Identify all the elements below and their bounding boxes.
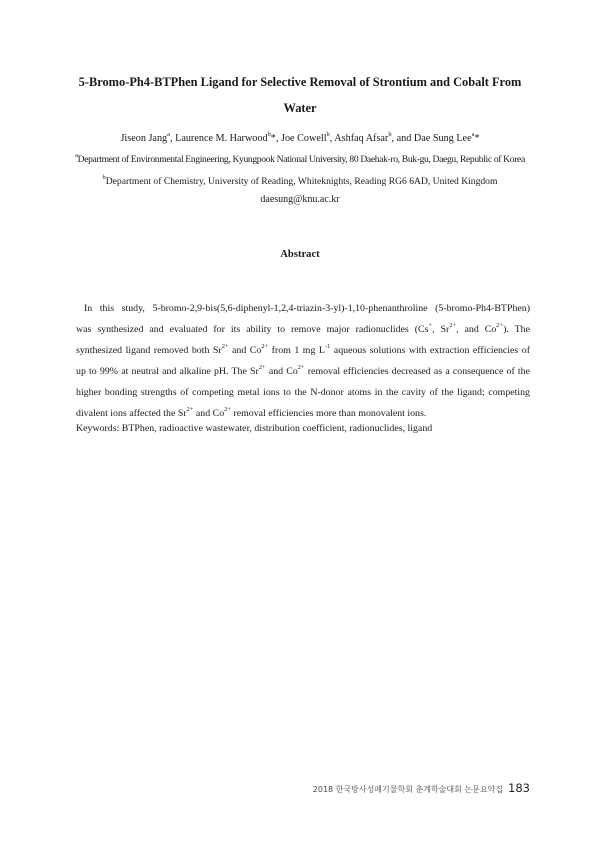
contact-email: daesung@knu.ac.kr: [260, 194, 340, 205]
superscript: 2+: [297, 364, 305, 371]
text-run: aqueous solutions with extraction efficiencies of: [330, 345, 530, 356]
superscript: 2+: [496, 322, 504, 329]
affiliation-mark: b: [388, 131, 392, 138]
text-run: ). The: [503, 324, 530, 335]
corresponding-mark: *: [474, 133, 480, 144]
abstract-body: [76, 298, 530, 424]
superscript: 2+: [224, 406, 231, 413]
affiliation-mark: b: [102, 174, 106, 181]
superscript: 2+: [261, 343, 269, 350]
affiliation-a: [20, 153, 580, 166]
superscript: 2+: [221, 343, 229, 350]
author-name: *, Joe Cowell: [270, 133, 327, 144]
text-run: removal efficiencies decreased as a consequence of the: [304, 366, 530, 377]
title-line-1: 5-Bromo-Ph4-BTPhen Ligand for Selective Removal of Strontium and Cobalt From: [78, 75, 522, 89]
superscript: 2+: [449, 322, 457, 329]
affiliation-text: Department of Environmental Engineering, Kyungpook National University, 80 Daehak-ro, Buk-gu, Daegu, Republic of Korea: [77, 154, 525, 165]
affiliation-mark: a: [471, 131, 475, 138]
text-run: from 1 mg L: [268, 345, 325, 356]
text-run: divalent ions affected the Sr: [76, 408, 187, 419]
abstract-line: [76, 319, 530, 340]
title-line-2: Water: [283, 101, 317, 115]
footer-proceedings-title: 2018 한국방사성폐기물학회 춘계학술대회 논문요약집: [312, 785, 504, 794]
abstract-line: [76, 361, 530, 382]
author-name: , and Dae Sung Lee: [391, 133, 472, 144]
keywords: Keywords: BTPhen, radioactive wastewater, distribution coefficient, radionuclides, ligand: [76, 423, 433, 434]
page-number: 183: [508, 781, 530, 795]
affiliation-mark: b: [267, 131, 271, 138]
text-run: synthesized ligand removed both Sr: [76, 345, 222, 356]
abstract-line: [76, 403, 530, 424]
text-run: removal efficiencies more than monovalent ions.: [230, 408, 427, 419]
text-run: was synthesized and evaluated for its ability to remove major radionuclides (Cs: [76, 324, 429, 335]
author-name: , Ashfaq Afsar: [329, 133, 389, 144]
paper-title: [40, 69, 560, 121]
abstract-heading: Abstract: [280, 249, 320, 260]
author-list: [20, 132, 580, 146]
page-footer: [310, 781, 530, 795]
affiliation-mark: b: [326, 131, 330, 138]
affiliation-mark: a: [167, 131, 170, 138]
abstract-line: [76, 340, 530, 361]
text-run: and Co: [193, 408, 225, 419]
text-run: , Sr: [432, 324, 450, 335]
abstract-line: In this study, 5-bromo-2,9-bis(5,6-diphenyl-1,2,4-triazin-3-yl)-1,10-phenanthroline (5-bromo-Ph4-BTPhen): [84, 303, 530, 314]
superscript: -1: [324, 343, 331, 350]
superscript: +: [428, 322, 433, 329]
author-name: , Laurence M. Harwood: [170, 133, 268, 144]
text-run: and Co: [265, 366, 298, 377]
superscript: 2+: [258, 364, 266, 371]
affiliation-text: Department of Chemistry, University of Reading, Whiteknights, Reading RG6 6AD, United Kingdom: [105, 176, 498, 187]
text-run: and Co: [228, 345, 262, 356]
text-run: , and Co: [456, 324, 497, 335]
superscript: 2+: [186, 406, 194, 413]
abstract-line: higher bonding strengths of competing metal ions to the N-donor atoms in the cavity of the ligand; competing: [76, 387, 530, 398]
affiliation-mark: a: [75, 152, 78, 159]
author-name: Jiseon Jang: [120, 133, 168, 144]
text-run: up to 99% at neutral and alkaline pH. The Sr: [76, 366, 259, 377]
affiliation-b: [20, 175, 580, 188]
